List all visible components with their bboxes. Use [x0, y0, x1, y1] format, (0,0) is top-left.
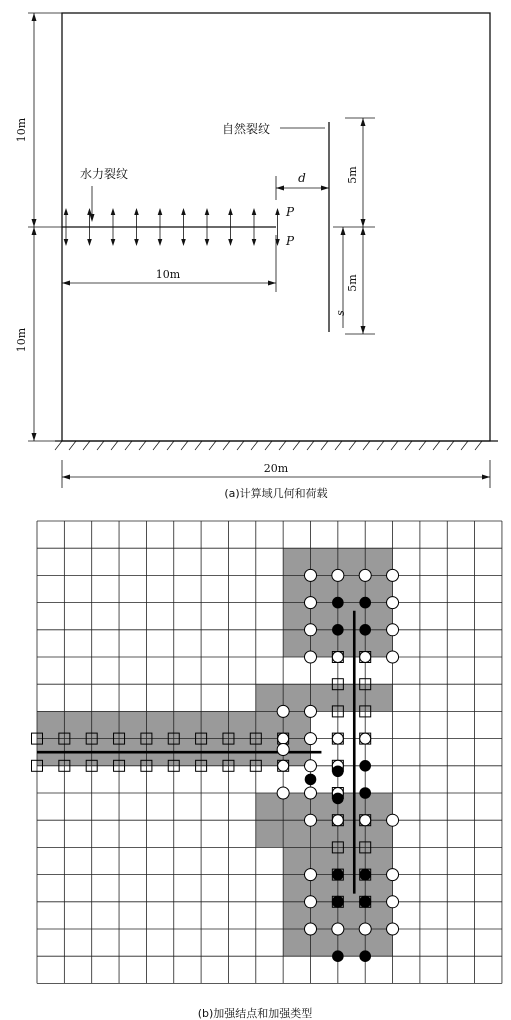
arrow-head [268, 281, 276, 286]
hatch-stroke [293, 441, 300, 450]
open-circle-node [387, 597, 399, 609]
open-circle-node [305, 814, 317, 826]
open-circle-node [305, 597, 317, 609]
open-circle-node [359, 569, 371, 581]
hatch-stroke [237, 441, 244, 450]
hatch-stroke [209, 441, 216, 450]
pressure-arrow-head [87, 208, 92, 215]
pressure-arrow-head [134, 208, 139, 215]
arrow-head [361, 326, 366, 334]
pressure-arrow-head [158, 239, 163, 246]
filled-circle-node [332, 869, 344, 881]
hatch-stroke [391, 441, 398, 450]
hatch-stroke [363, 441, 370, 450]
arrow-head [62, 475, 70, 480]
hatch-stroke [125, 441, 132, 450]
nf-length-dimension [333, 118, 375, 334]
open-circle-node [387, 869, 399, 881]
hatch-stroke [321, 441, 328, 450]
hatch-stroke [111, 441, 118, 450]
open-circle-node [332, 569, 344, 581]
hatch-stroke [83, 441, 90, 450]
open-circle-node [305, 624, 317, 636]
open-circle-node [305, 923, 317, 935]
filled-circle-node [359, 869, 371, 881]
pressure-arrow-head [252, 208, 257, 215]
hatch-stroke [349, 441, 356, 450]
open-circle-node [359, 923, 371, 935]
hatch-stroke [405, 441, 412, 450]
hatch-stroke [335, 441, 342, 450]
open-circle-node [387, 651, 399, 663]
open-circle-node [277, 787, 289, 799]
hatch-stroke [265, 441, 272, 450]
natural-crack-label: 自然裂纹 [222, 122, 271, 136]
dim-left-bottom-label: 10m [15, 327, 28, 353]
arrow-head [90, 214, 95, 222]
hatch-stroke [475, 441, 482, 450]
dim-left-top-label: 10m [15, 117, 28, 143]
open-circle-node [305, 733, 317, 745]
arrow-head [341, 227, 346, 235]
open-circle-node [305, 896, 317, 908]
hatch-stroke [251, 441, 258, 450]
pressure-arrow-head [64, 239, 69, 246]
open-circle-node [332, 815, 343, 826]
open-circle-node [387, 923, 399, 935]
filled-circle-node [359, 896, 371, 908]
open-circle-node [360, 815, 371, 826]
arrow-head [32, 433, 37, 441]
open-circle-node [305, 651, 317, 663]
arrow-head [32, 219, 37, 227]
arrow-head [321, 186, 329, 191]
arrow-head [62, 281, 70, 286]
pressure-arrow-head [252, 239, 257, 246]
left-dimension [28, 13, 62, 441]
hatch-stroke [419, 441, 426, 450]
hatch-stroke [139, 441, 146, 450]
arrow-head [32, 227, 37, 235]
open-circle-node [387, 814, 399, 826]
filled-circle-node [359, 597, 371, 609]
pressure-arrow-head [181, 239, 186, 246]
ground-hatch [55, 441, 482, 450]
offset-d-label: d [298, 171, 306, 185]
hatch-stroke [153, 441, 160, 450]
filled-circle-node [359, 624, 371, 636]
open-circle-node [387, 896, 399, 908]
hatch-stroke [55, 441, 62, 450]
hf-length-label: 10m [155, 268, 181, 281]
hatch-stroke [279, 441, 286, 450]
pressure-arrow-head [158, 208, 163, 215]
open-circle-node [305, 705, 317, 717]
hatch-stroke [447, 441, 454, 450]
open-circle-node [278, 760, 289, 771]
pressure-bottom-label: P [286, 234, 295, 248]
open-circle-node [277, 705, 289, 717]
open-circle-node [360, 733, 371, 744]
arrow-head [361, 118, 366, 126]
filled-circle-node [332, 597, 344, 609]
nf-upper-label: 5m [346, 166, 359, 184]
caption-a: (a)计算域几何和荷载 [224, 487, 328, 500]
hatch-stroke [97, 441, 104, 450]
hatch-stroke [195, 441, 202, 450]
filled-circle-node [332, 896, 344, 908]
hydraulic-crack-label: 水力裂纹 [80, 167, 129, 181]
caption-b: (b)加强结点和加强类型 [197, 1007, 313, 1020]
pressure-arrow-head [181, 208, 186, 215]
filled-circle-node [359, 760, 371, 772]
pressure-arrow-head [111, 239, 116, 246]
arrow-head [361, 227, 366, 235]
open-circle-node [332, 923, 344, 935]
pressure-arrow-head [228, 208, 233, 215]
open-circle-node [305, 569, 317, 581]
hatch-stroke [433, 441, 440, 450]
hatch-stroke [307, 441, 314, 450]
pressure-arrow-head [134, 239, 139, 246]
pressure-arrow-head [205, 239, 210, 246]
s-label: s [334, 310, 347, 316]
filled-circle-node [332, 793, 344, 805]
open-circle-node [305, 869, 317, 881]
hatch-stroke [377, 441, 384, 450]
hatch-stroke [181, 441, 188, 450]
open-circle-node [332, 733, 343, 744]
dim-bottom-label: 20m [263, 462, 289, 475]
hatch-stroke [167, 441, 174, 450]
pressure-arrow-head [228, 239, 233, 246]
filled-circle-node [332, 624, 344, 636]
figure-a-geometry [0, 0, 511, 500]
figure-b-enrichment [0, 500, 511, 1020]
enriched-region [256, 684, 393, 711]
hf-length-dimension [62, 235, 276, 292]
pressure-arrow-head [87, 239, 92, 246]
hatch-stroke [223, 441, 230, 450]
arrow-head [276, 186, 284, 191]
filled-circle-node [359, 950, 371, 962]
pressure-top-label: P [286, 205, 295, 219]
pressure-arrow-head [275, 208, 280, 215]
open-circle-node [305, 760, 317, 772]
arrow-head [361, 219, 366, 227]
pressure-arrow-head [111, 208, 116, 215]
open-circle-node [360, 652, 371, 663]
open-circle-node [332, 652, 343, 663]
filled-circle-node [332, 765, 344, 777]
filled-circle-node [359, 787, 371, 799]
hatch-stroke [69, 441, 76, 450]
open-circle-node [305, 787, 317, 799]
arrow-head [482, 475, 490, 480]
arrow-head [32, 13, 37, 21]
open-circle-node [387, 624, 399, 636]
filled-circle-node [332, 950, 344, 962]
hatch-stroke [461, 441, 468, 450]
open-circle-node [387, 569, 399, 581]
pressure-arrow-head [205, 208, 210, 215]
pressure-arrow-head [64, 208, 69, 215]
open-circle-node [277, 743, 289, 755]
nf-lower-label: 5m [346, 274, 359, 292]
filled-circle-node [305, 774, 317, 786]
open-circle-node [278, 733, 289, 744]
